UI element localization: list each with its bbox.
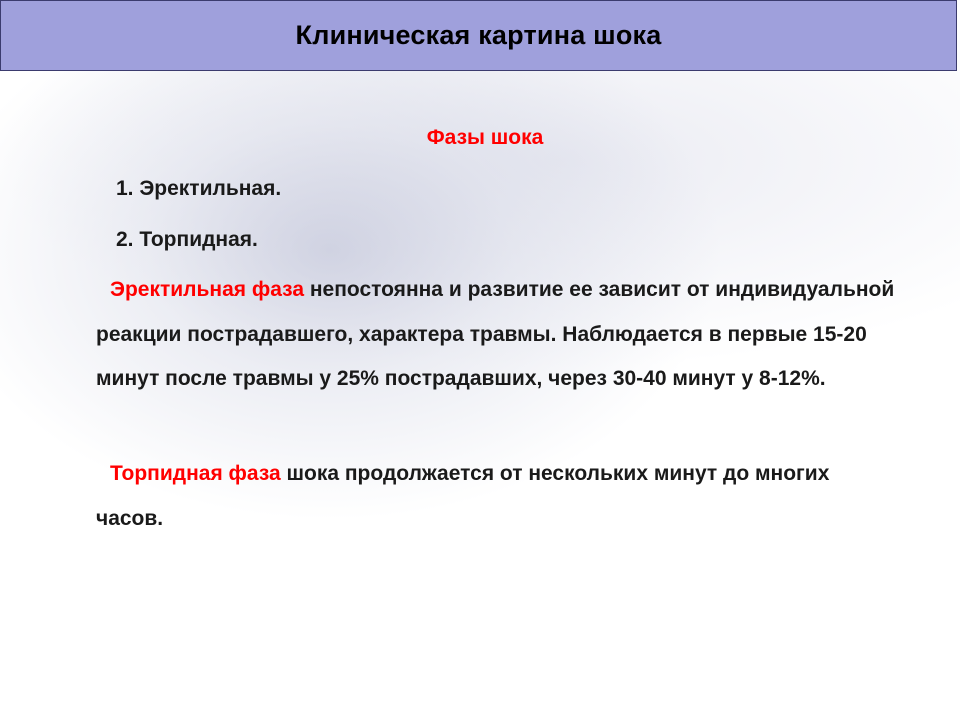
- list-item: 2. Торпидная.: [116, 228, 258, 251]
- paragraph-torpid: [96, 452, 896, 541]
- paragraph-lead-term: Эректильная фаза: [110, 278, 305, 301]
- list-item: 1. Эректильная.: [116, 177, 282, 200]
- paragraph-erectile: [96, 268, 896, 402]
- paragraph-body: непостоянна и развитие ее зависит от индивидуальной реакции пострадавшего, характера травмы. Наблюдается в первые 15-20 минут после травмы у 25% пострадавших, через 30-40 минут у 8-12%.: [96, 278, 895, 390]
- paragraph-lead-term: Торпидная фаза: [110, 462, 281, 485]
- slide-title: Клиническая картина шока: [295, 20, 662, 50]
- section-heading: Фазы шока: [426, 126, 544, 149]
- paragraph-body: шока продолжается от нескольких минут до многих часов.: [96, 462, 830, 530]
